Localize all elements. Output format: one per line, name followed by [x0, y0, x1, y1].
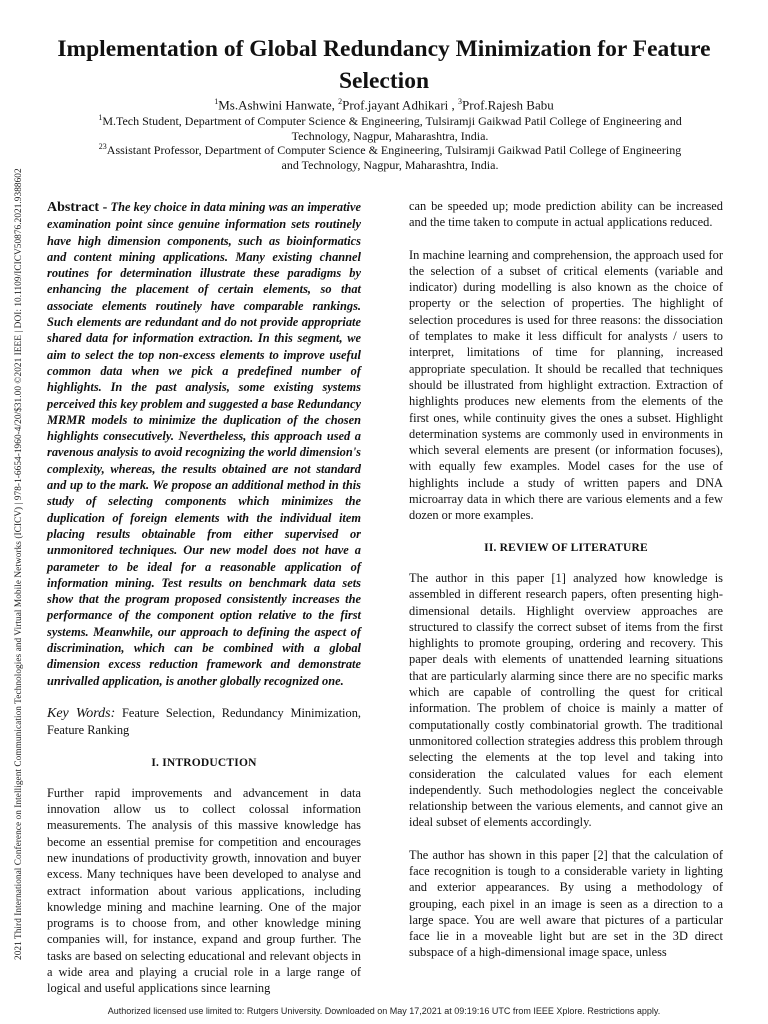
- right-column: [409, 198, 723, 977]
- keywords-text: Feature Selection, Redundancy Minimization, Feature Ranking: [47, 705, 361, 738]
- author-3: Prof.Rajesh Babu: [462, 97, 554, 113]
- author-1-marker: 1: [214, 97, 219, 106]
- review-paragraph-2: The author has shown in this paper [2] that the calculation of face recognition is tough to a considerable variety in lighting and exterior appearances. By using a methodology of grouping, each pixel in an image is seen as a direction to a large space. You are well aware that pictures of a particular face lie in a moveable light but are set in the 3D direct subspace of a high-dimensional image space, unless: [409, 847, 723, 960]
- affiliation-2: [90, 139, 690, 173]
- abstract: [47, 199, 361, 689]
- author-2-marker: 2: [338, 97, 343, 106]
- affiliation-1-marker: 1: [98, 113, 103, 122]
- keywords: [47, 705, 361, 739]
- section-heading-review: II. REVIEW OF LITERATURE: [484, 541, 648, 554]
- abstract-heading: Abstract -: [47, 200, 108, 215]
- keywords-heading: Key Words:: [47, 705, 116, 721]
- intro-paragraph-1: Further rapid improvements and advancement in data innovation allow us to collect colossal information measurements. The analysis of this massive knowledge has become an essential premise for competition and encourages new inundations of productivity growth, innovation and buyer excess. Many techniques have been developed to analyse and extract information about various applications, including knowledge mining and machine learning. One of the major programs is to choose from, and other knowledge mining companies will, for instance, expand and group further. The tasks are based on selecting educational and relevant objects in a wide area and playing a crucial role in a large range of logical and useful applications since learning: [47, 785, 361, 996]
- author-2: Prof.jayant Adhikari ,: [342, 97, 459, 113]
- conference-citation-margin: 2021 Third International Conference on Intelligent Communication Technologies and Virtual Mobile Networks (ICICV) | 978-1-6654-1960-4/20/$31.00 ©2021 IEEE | DOI: 10.1109/ICICV50876.2021.9388602: [14, 168, 24, 960]
- affiliation-2-marker: 23: [98, 142, 107, 151]
- license-footer: Authorized licensed use limited to: Rutgers University. Downloaded on May 17,2021 at 09:19:16 UTC from IEEE Xplore. Restrictions apply.: [107, 1006, 661, 1016]
- intro-paragraph-2: can be speeded up; mode prediction ability can be increased and the time taken to compute in actual applications reduced.: [409, 199, 723, 230]
- review-paragraph-1: The author in this paper [1] analyzed how knowledge is assembled in different research papers, often presenting high-dimensional details. Highlight overview approaches are structured to classify the correct subset of items from the first highlights to promote grouping, ordering and recovery. This paper deals with elements of unattended learning situations that are particularly alarming since there are no specific marks which are capable of controlling the quest for critical information. The problem of choice is mainly a matter of computationally costly combinatorial growth. The traditional unmonitored collection strategies address this problem through selecting the elements at the top level and taking into consideration the calculated values for each element independently. Such methodologies neglect the conceivable relationship between the various elements, and cannot give an ideal subset of elements accordingly.: [409, 570, 723, 830]
- left-column: [47, 199, 361, 1013]
- affiliation-2-text: Assistant Professor, Department of Computer Science & Engineering, Tulsiramji Gaikwad Patil College of Engineering and Technology, Nagpur, Maharashtra, India.: [106, 143, 682, 172]
- abstract-text: The key choice in data mining was an imperative examination point since genuine information sets routinely have high dimension components, such as bioinformatics and content mining applications. Many existing channel routines for determination illustrate these paradigms by enhancing the placement of certain elements, so that associate elements routinely have comparable rankings. Such elements are redundant and do not provide appropriate shared data for information extraction. In this segment, we aim to select the top non-excess elements to improve useful common data when we pick a predefined number of highlights. In the past analysis, some existing systems perceived this key problem and suggested a base Redundancy MRMR models to minimize the duplication of the chosen highlights consecutively. Nevertheless, this approach used a ravenous analysis to avoid recognizing the world dimension's complexity, whereas, the results obtained are not standard and up to the mark. We propose an additional method in this study of selecting components which minimizes the duplication of foreign elements with the individual item placing results obtainable from either supervised or unmonitored techniques. Our new model does not have a parameter to be ideal for a reasonable application of information mining. Test results on benchmark data sets show that the program proposed consistently increases the performance of the component option relative to the first systems. Meanwhile, our approach to defining the aspect of discrimination, which can be combined with a global dimension excess reduction framework and demonstrate unrivalled application, is another globally recognized one.: [47, 200, 362, 688]
- section-heading-introduction: I. INTRODUCTION: [151, 756, 257, 769]
- paper-title: Implementation of Global Redundancy Minimization for Feature Selection: [57, 36, 711, 94]
- intro-paragraph-3: In machine learning and comprehension, the approach used for the selection of a subset of critical elements (variable and indicator) during modelling is also known as the choice of property or the selection of properties. The highlight of selection procedures is used for three reasons: the dissociation of templates to make it less difficult for analysts / users to interpret, limitations of time for planning, increased appropriate speculation. It should be recalled that techniques should be illustrated from highlight extraction. Extraction of highlights produces new elements from the elements of the first ones, while continuity gives the ones a subset. Highlight determination systems are commonly used in environments in which several elements are present (or information focuses), with equally few examples. Model cases for the use of highlights include a study of written papers and DNA microarray data in which there are various elements and a few dozen or more examples.: [409, 247, 723, 523]
- affiliation-1-text: M.Tech Student, Department of Computer Science & Engineering, Tulsiramji Gaikwad Patil College of Engineering and Technology, Nagpur, Maharashtra, India.: [102, 114, 682, 143]
- author-1: Ms.Ashwini Hanwate,: [218, 97, 339, 113]
- author-3-marker: 3: [458, 97, 463, 106]
